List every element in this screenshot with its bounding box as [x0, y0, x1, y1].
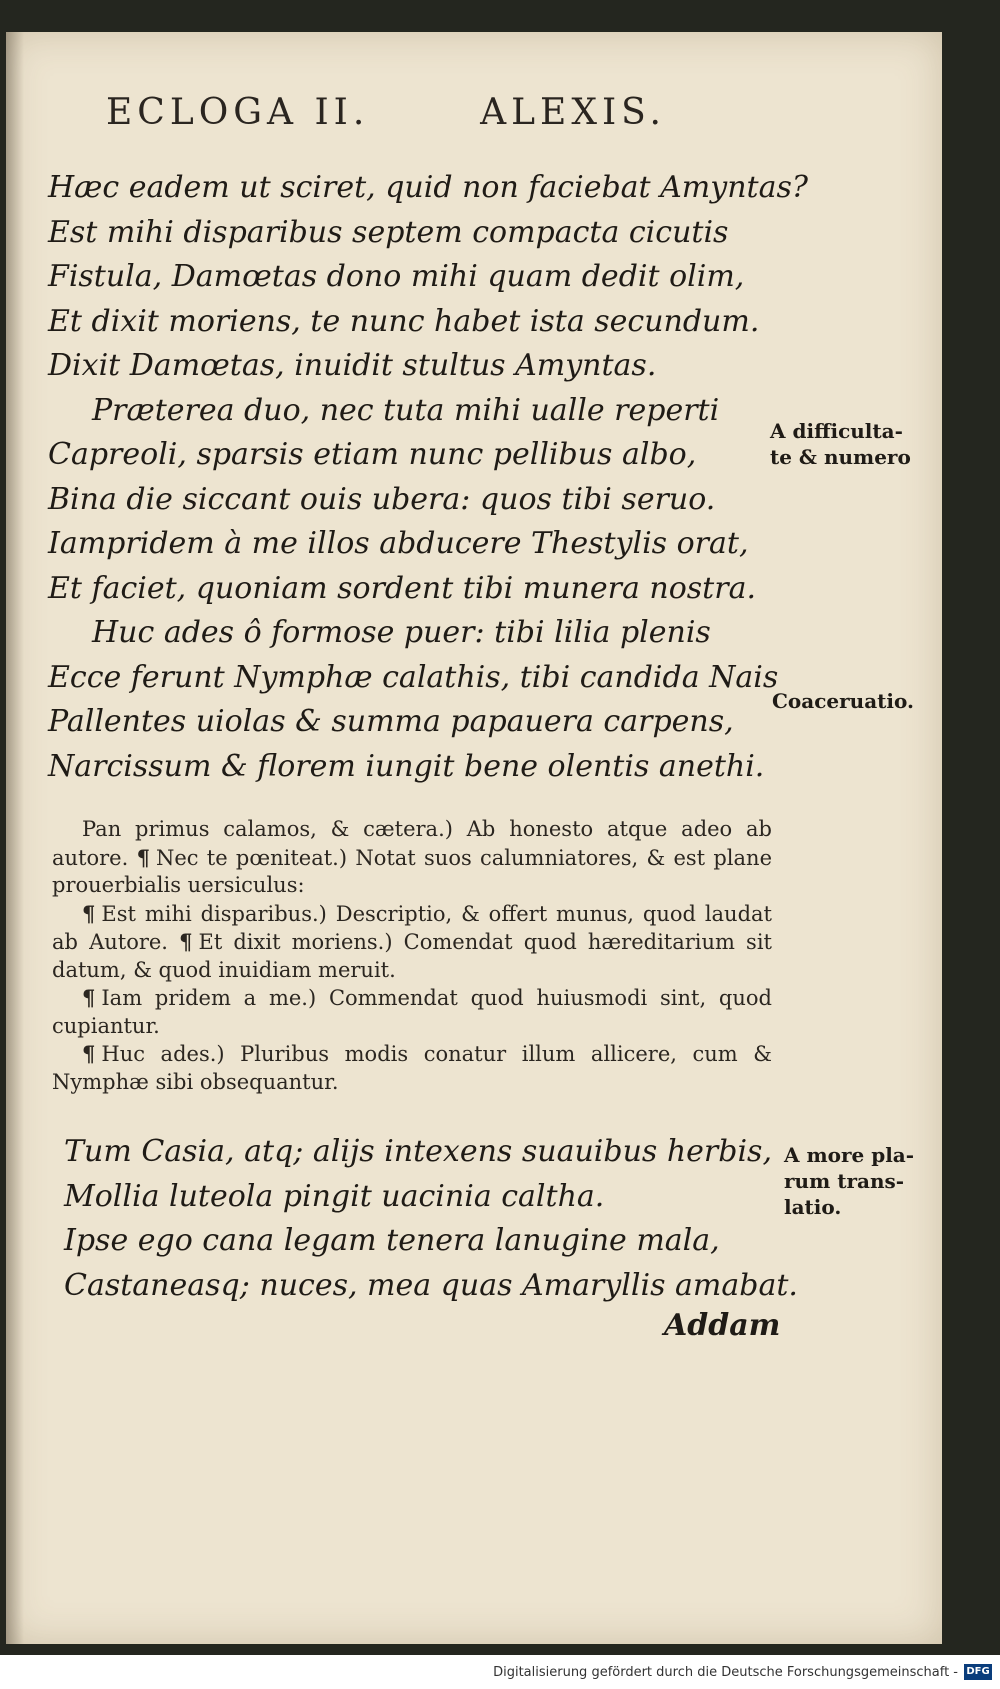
verse-line: Pallentes uiolas & summa papauera carpens, [48, 704, 734, 739]
margin-note-coaceruatio [772, 688, 922, 714]
footer-text: Digitalisierung gefördert durch die Deutsche Forschungsgemeinschaft - [493, 1664, 958, 1680]
commentary-paragraph [52, 1040, 772, 1096]
pilcrow-icon: ¶ [179, 929, 193, 954]
verse-line: Est mihi disparibus septem compacta cicutis [48, 214, 729, 250]
verse-line: Præterea duo, nec tuta mihi ualle reperti [92, 392, 720, 428]
verse-line: Castaneasq; nuces, mea quas Amaryllis amabat. [64, 1267, 798, 1303]
book-page [6, 32, 942, 1644]
margin-note-line: te & numero [770, 445, 911, 469]
verse-line: Narcissum & florem iungit bene olentis anethi. [48, 748, 765, 784]
catchword: Addam [664, 1308, 781, 1343]
digitization-footer [0, 1655, 1000, 1689]
verse-line: Et dixit moriens, te nunc habet ista secundum. [48, 303, 760, 339]
header-ecloga: ECLOGA II. [106, 92, 370, 133]
verse-line: Huc ades ô formose puer: tibi lilia plenis [92, 615, 711, 650]
verse-line: Ecce ferunt Nymphæ calathis, tibi candida Nais [48, 659, 779, 695]
margin-note-line: rum trans- [784, 1169, 905, 1193]
verse-block-1 [48, 166, 808, 789]
verse-block-2 [64, 1130, 798, 1308]
margin-note-line: Coaceruatio. [772, 689, 914, 713]
verse-line: Capreoli, sparsis etiam nunc pellibus albo, [48, 437, 697, 472]
pilcrow-icon: ¶ [136, 844, 150, 870]
spine-shadow [6, 32, 24, 1644]
dfg-logo-icon[interactable]: DFG [964, 1664, 992, 1680]
verse-line: Tum Casia, atq; alijs intexens suauibus herbis, [64, 1134, 772, 1169]
verse-line: Dixit Damœtas, inuidit stultus Amyntas. [48, 348, 657, 383]
margin-note-line: A difficulta- [770, 419, 903, 443]
pilcrow-icon: ¶ [82, 1041, 96, 1066]
commentary-paragraph [52, 900, 772, 985]
verse-line: Iampridem à me illos abducere Thestylis orat, [48, 526, 749, 561]
verse-line: Ipse ego cana legam tenera lanugine mala, [64, 1223, 720, 1258]
margin-note-line: A more pla- [784, 1143, 915, 1167]
margin-note-line: latio. [784, 1195, 842, 1219]
verse-line: Bina die siccant ouis ubera: quos tibi seruo. [48, 481, 716, 517]
commentary-block [52, 816, 772, 1096]
commentary-text: Pan primus calamos, & cætera.) Ab honesto atque adeo ab autore. [52, 817, 772, 870]
commentary-text: Iam pridem a me.) Commendat quod huiusmodi sint, quod cupiantur. [52, 986, 772, 1038]
verse-line: Et faciet, quoniam sordent tibi munera nostra. [48, 570, 756, 606]
commentary-paragraph [52, 816, 772, 900]
running-header [106, 92, 666, 133]
margin-note-more-plantarum [784, 1142, 934, 1220]
commentary-text: Et dixit moriens.) Comendat quod hæreditarium sit datum, & quod inuidiam meruit. [52, 930, 772, 982]
verse-line: Fistula, Damœtas dono mihi quam dedit olim, [48, 259, 745, 294]
commentary-text: Nec te pœniteat.) Notat suos calumniatores, & est plane prouerbialis uersiculus: [52, 845, 772, 897]
verse-line: Mollia luteola pingit uacinia caltha. [64, 1178, 605, 1214]
commentary-paragraph [52, 984, 772, 1040]
commentary-text: Huc ades.) Pluribus modis conatur illum allicere, cum & Nymphæ sibi obsequantur. [52, 1042, 772, 1094]
verse-line: Hæc eadem ut sciret, quid non faciebat Amyntas? [48, 170, 808, 205]
pilcrow-icon: ¶ [82, 900, 96, 926]
margin-note-difficulty [770, 418, 920, 470]
header-alexis: ALEXIS. [480, 92, 666, 133]
pilcrow-icon: ¶ [82, 985, 96, 1010]
commentary-text: Est mihi disparibus.) Descriptio, & offert munus, quod laudat ab Autore. [52, 901, 772, 954]
